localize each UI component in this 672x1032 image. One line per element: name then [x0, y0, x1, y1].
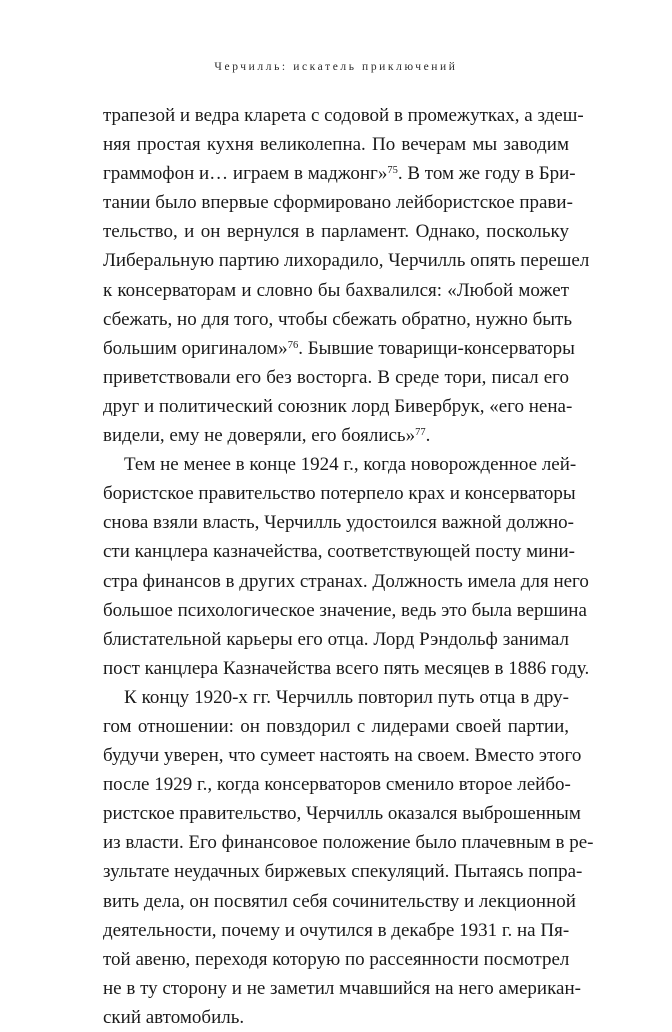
text-line: снова взяли власть, Черчилль удостоился важной должно- [103, 512, 574, 534]
text-line: из власти. Его финансовое положение было плачевным в ре- [103, 832, 594, 854]
paragraph-3 [103, 683, 594, 1032]
line-text: . В том же году в Бри- [397, 163, 576, 185]
text-line: будучи уверен, что сумеет настоять на своем. Вместо этого [103, 745, 582, 767]
text-line: блистательной карьеры его отца. Лорд Рэндольф занимал [103, 628, 569, 650]
body-text [103, 101, 594, 1032]
running-head: Черчилль: искатель приключений [214, 61, 458, 73]
text-line: трапезой и ведра кларета с содовой в промежутках, а здеш- [103, 105, 584, 126]
text-line: к консерваторам и словно бы бахвалился: «Любой может [103, 279, 569, 301]
text-line: приветствовали его без восторга. В среде тори, писал его [103, 366, 569, 388]
line-text: . [425, 425, 431, 447]
line-text: большим оригиналом» [103, 337, 288, 359]
text-line: Либеральную партию лихорадило, Черчилль опять перешел [103, 250, 590, 272]
line-text: . Бывшие товарищи-консерваторы [298, 337, 575, 359]
text-line: ристское правительство, Черчилль оказался выброшенным [103, 803, 581, 825]
text-line: няя простая кухня великолепна. По вечерам мы заводим [103, 134, 569, 156]
text-line: той авеню, переходя которую по рассеянности посмотрел [103, 948, 570, 970]
paragraph-2 [103, 450, 590, 683]
text-line: большое психологическое значение, ведь это была вершина [103, 599, 587, 621]
text-line [103, 421, 569, 450]
footnote-ref: 77 [415, 427, 426, 439]
text-line: пост канцлера Казначейства всего пять месяцев в 1886 году. [103, 657, 590, 679]
text-line [103, 334, 575, 363]
text-line [103, 159, 576, 188]
text-line: стра финансов в других странах. Должность имела для него [103, 570, 589, 592]
paragraph-1 [103, 101, 590, 450]
line-text: видели, ему не доверяли, его боялись» [103, 425, 416, 447]
footnote-ref: 75 [387, 165, 398, 177]
text-line: друг и политический союзник лорд Бивербрук, «его нена- [103, 395, 573, 417]
text-line: деятельности, почему и очутился в декабре 1931 г. на Пя- [103, 919, 570, 941]
text-line: К концу 1920-х гг. Черчилль повторил путь отца в дру- [124, 686, 569, 708]
text-line: ский автомобиль. [103, 1006, 245, 1028]
text-line: вить дела, он посвятил себя сочинительству и лекционной [103, 890, 576, 912]
text-line: Тем не менее в конце 1924 г., когда новорожденное лей- [124, 454, 577, 476]
line-text: граммофон и… играем в маджонг» [103, 163, 388, 185]
text-line: тельство, и он вернулся в парламент. Однако, поскольку [103, 221, 569, 243]
text-line: сти канцлера казначейства, соответствующей посту мини- [103, 541, 576, 563]
text-line: бористское правительство потерпело крах и консерваторы [103, 483, 576, 505]
text-line: тании было впервые сформировано лейбористское прави- [103, 192, 573, 214]
text-line: после 1929 г., когда консерваторов сменило второе лейбо- [103, 774, 571, 796]
text-line: сбежать, но для того, чтобы сбежать обратно, нужно быть [103, 308, 573, 330]
text-line: не в ту сторону и не заметил мчавшийся на него американ- [103, 977, 581, 999]
footnote-ref: 76 [287, 339, 299, 351]
text-line: зультате неудачных биржевых спекуляций. Пытаясь попра- [103, 861, 583, 883]
text-line: гом отношении: он повздорил с лидерами своей партии, [103, 715, 569, 737]
